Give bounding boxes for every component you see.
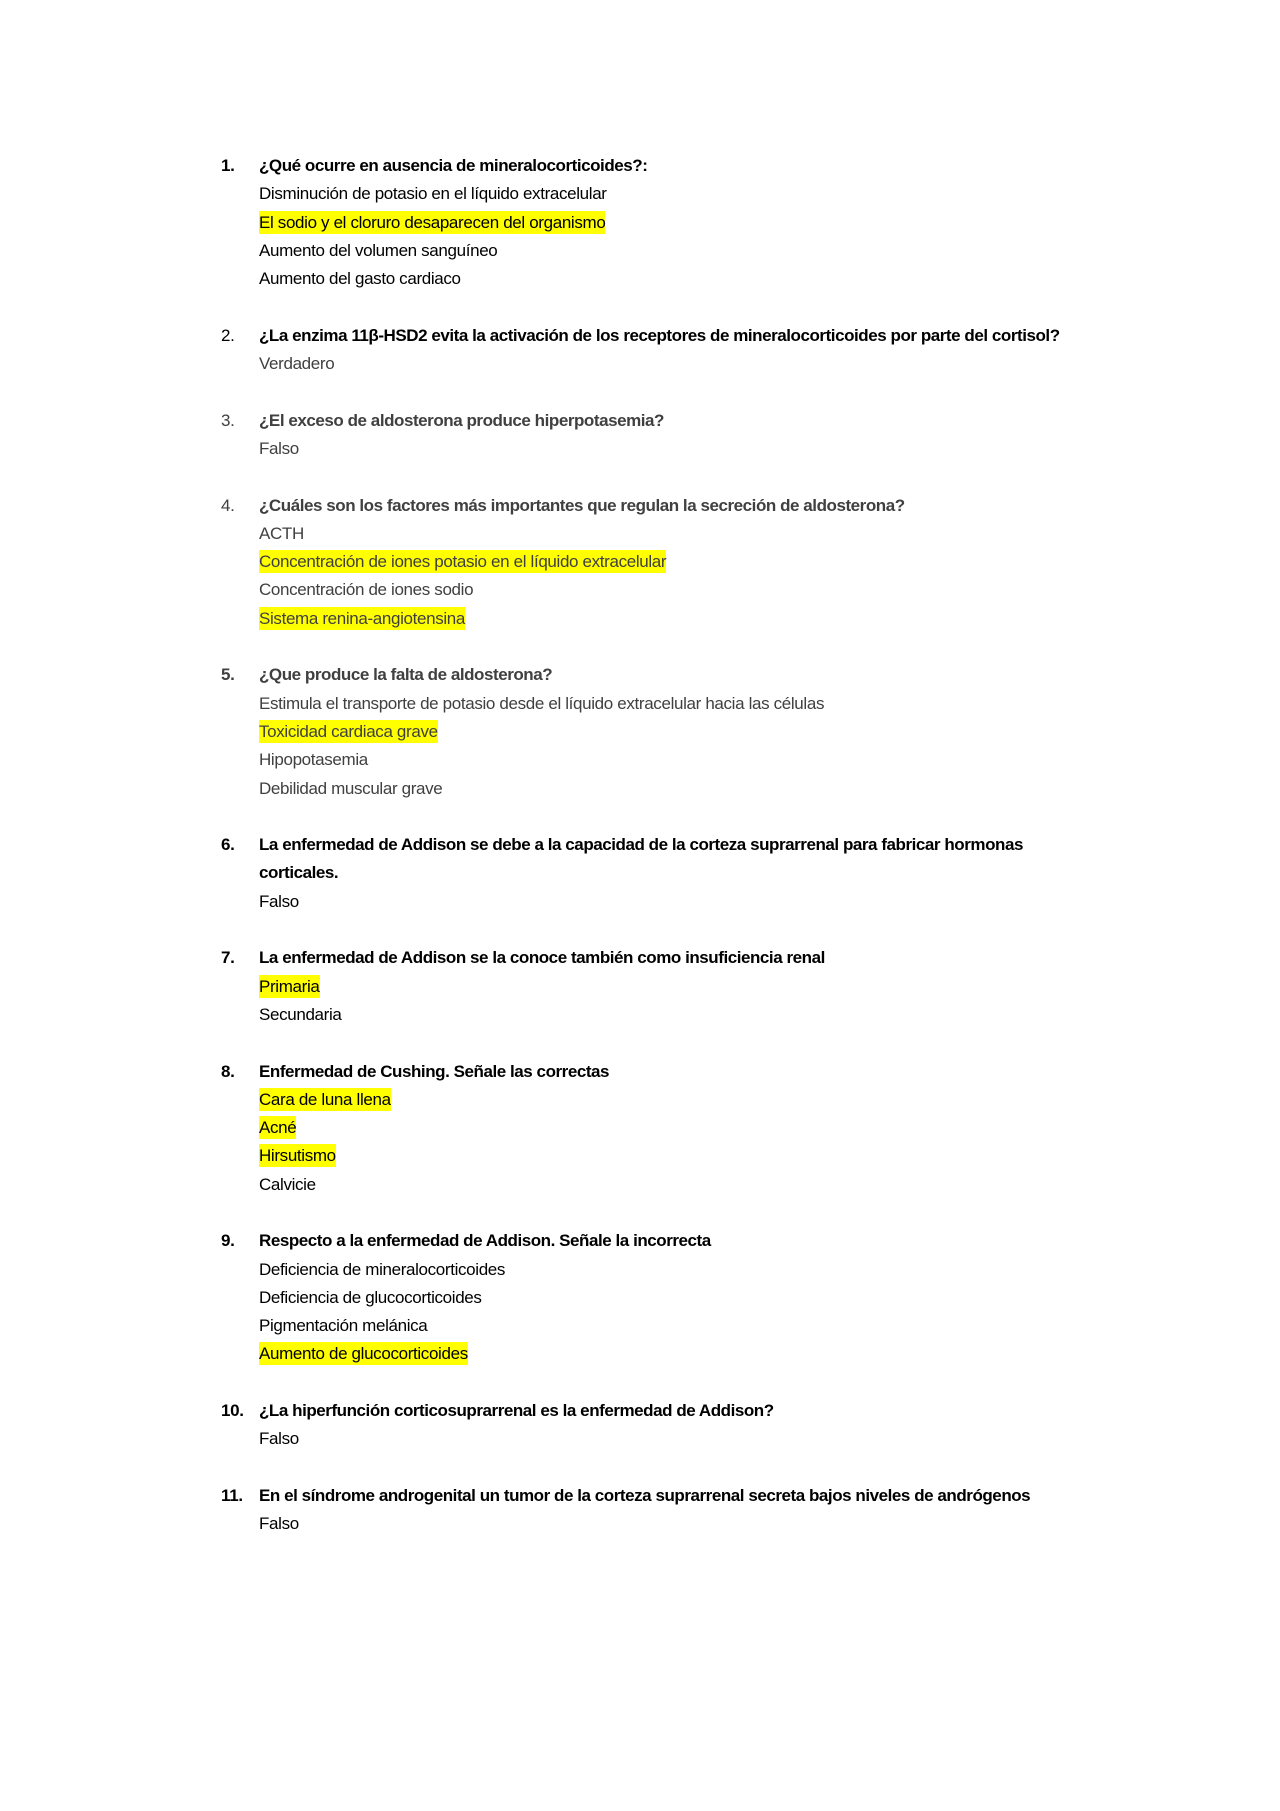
question-number: 10. <box>221 1401 244 1421</box>
answer-option-text: Concentración de iones potasio en el líquido extracelular <box>259 552 667 572</box>
question-item <box>221 407 1091 464</box>
answer-option-text: Falso <box>259 1429 299 1449</box>
answer-option <box>259 1284 1091 1312</box>
question-item <box>221 1397 1091 1454</box>
answer-option-text: Estimula el transporte de potasio desde el líquido extracelular hacia las células <box>259 693 825 713</box>
answer-option-text: Disminución de potasio en el líquido extracelular <box>259 184 607 204</box>
answer-option-text: Sistema renina-angiotensina <box>259 608 466 628</box>
answer-option-highlighted <box>259 548 1091 576</box>
question-text: ¿Qué ocurre en ausencia de mineralocorticoides?: <box>259 156 648 175</box>
answer-option <box>259 1510 1091 1538</box>
question-body <box>259 407 1091 464</box>
question-item <box>221 944 1091 1029</box>
question-number: 8. <box>221 1061 235 1081</box>
question-text: En el síndrome androgenital un tumor de la corteza suprarrenal secreta bajos niveles de andrógenos <box>259 1485 1031 1505</box>
answer-option-text: Aumento del volumen sanguíneo <box>259 240 498 260</box>
question-body <box>259 322 1091 379</box>
answer-option-highlighted <box>259 718 1091 746</box>
question-body <box>259 1397 1091 1454</box>
question-text: Enfermedad de Cushing. Señale las correctas <box>259 1061 610 1081</box>
answer-option-text: El sodio y el cloruro desaparecen del organismo <box>259 212 606 232</box>
question-number: 5. <box>221 665 235 685</box>
answer-option <box>259 520 1091 548</box>
answer-option <box>259 576 1091 604</box>
answer-option-text: Acné <box>259 1118 297 1138</box>
answer-option <box>259 180 1091 208</box>
answer-option <box>259 237 1091 265</box>
answer-option <box>259 888 1091 916</box>
question-item <box>221 1058 1091 1199</box>
answer-option-text: Hipopotasemia <box>259 750 368 770</box>
question-text: La enfermedad de Addison se la conoce también como insuficiencia renal <box>259 948 825 968</box>
question-body <box>259 492 1091 633</box>
question-body <box>259 944 1091 1029</box>
question-body <box>259 152 1091 293</box>
question-text: ¿La hiperfunción corticosuprarrenal es la enfermedad de Addison? <box>259 1401 774 1421</box>
question-number: 11. <box>221 1485 243 1505</box>
question-number: 9. <box>221 1231 235 1251</box>
answer-option-text: Cara de luna llena <box>259 1089 391 1109</box>
answer-option <box>259 775 1091 803</box>
answer-option-highlighted <box>259 1114 1091 1142</box>
answer-option <box>259 435 1091 463</box>
answer-option-highlighted <box>259 1086 1091 1114</box>
question-number: 1. <box>221 156 235 175</box>
answer-option-text: Hirsutismo <box>259 1146 336 1166</box>
answer-option-text: Debilidad muscular grave <box>259 778 443 798</box>
question-body <box>259 1227 1091 1368</box>
question-body <box>259 1482 1091 1539</box>
question-item <box>221 661 1091 802</box>
answer-option-text: Concentración de iones sodio <box>259 580 474 600</box>
question-text: ¿El exceso de aldosterona produce hiperpotasemia? <box>259 410 664 430</box>
question-item <box>221 322 1091 379</box>
question-body <box>259 1058 1091 1199</box>
answer-option <box>259 690 1091 718</box>
answer-option-highlighted <box>259 973 1091 1001</box>
answer-option-text: Secundaria <box>259 1004 342 1024</box>
question-number: 6. <box>221 835 235 855</box>
question-text: Respecto a la enfermedad de Addison. Señale la incorrecta <box>259 1231 711 1251</box>
answer-option-text: Toxicidad cardiaca grave <box>259 721 438 741</box>
answer-option <box>259 1256 1091 1284</box>
quiz-document <box>221 152 1091 1567</box>
question-item <box>221 1482 1091 1539</box>
question-text: La enfermedad de Addison se debe a la capacidad de la corteza suprarrenal para fabricar hormonas corticales. <box>259 835 1023 883</box>
answer-option-text: Falso <box>259 1514 299 1534</box>
question-number: 7. <box>221 948 235 968</box>
answer-option-highlighted <box>259 209 1091 237</box>
answer-option <box>259 350 1091 378</box>
answer-option <box>259 1001 1091 1029</box>
answer-option-text: Calvicie <box>259 1174 316 1194</box>
question-number: 2. <box>221 325 235 345</box>
answer-option-text: Verdadero <box>259 354 335 374</box>
question-item <box>221 1227 1091 1368</box>
answer-option-text: Aumento de glucocorticoides <box>259 1344 468 1364</box>
answer-option-highlighted <box>259 605 1091 633</box>
answer-option <box>259 1171 1091 1199</box>
question-text: ¿Cuáles son los factores más importantes que regulan la secreción de aldosterona? <box>259 495 905 515</box>
answer-option-highlighted <box>259 1340 1091 1368</box>
answer-option-text: Pigmentación melánica <box>259 1316 428 1336</box>
answer-option-text: Falso <box>259 438 299 458</box>
answer-option <box>259 746 1091 774</box>
question-number: 4. <box>221 495 235 515</box>
question-item <box>221 152 1091 293</box>
question-body <box>259 831 1091 916</box>
answer-option <box>259 1312 1091 1340</box>
answer-option-text: ACTH <box>259 523 304 543</box>
answer-option-text: Falso <box>259 891 299 911</box>
answer-option-text: Deficiencia de glucocorticoides <box>259 1287 482 1307</box>
answer-option-text: Deficiencia de mineralocorticoides <box>259 1259 506 1279</box>
answer-option-highlighted <box>259 1142 1091 1170</box>
answer-option-text: Aumento del gasto cardiaco <box>259 269 461 289</box>
answer-option <box>259 1425 1091 1453</box>
answer-option-text: Primaria <box>259 976 320 996</box>
question-text: ¿La enzima 11β-HSD2 evita la activación de los receptores de mineralocorticoides por parte del cortisol? <box>259 325 1060 345</box>
question-item <box>221 492 1091 633</box>
question-item <box>221 831 1091 916</box>
question-text: ¿Que produce la falta de aldosterona? <box>259 665 553 685</box>
question-number: 3. <box>221 410 235 430</box>
question-body <box>259 661 1091 802</box>
answer-option <box>259 265 1091 293</box>
